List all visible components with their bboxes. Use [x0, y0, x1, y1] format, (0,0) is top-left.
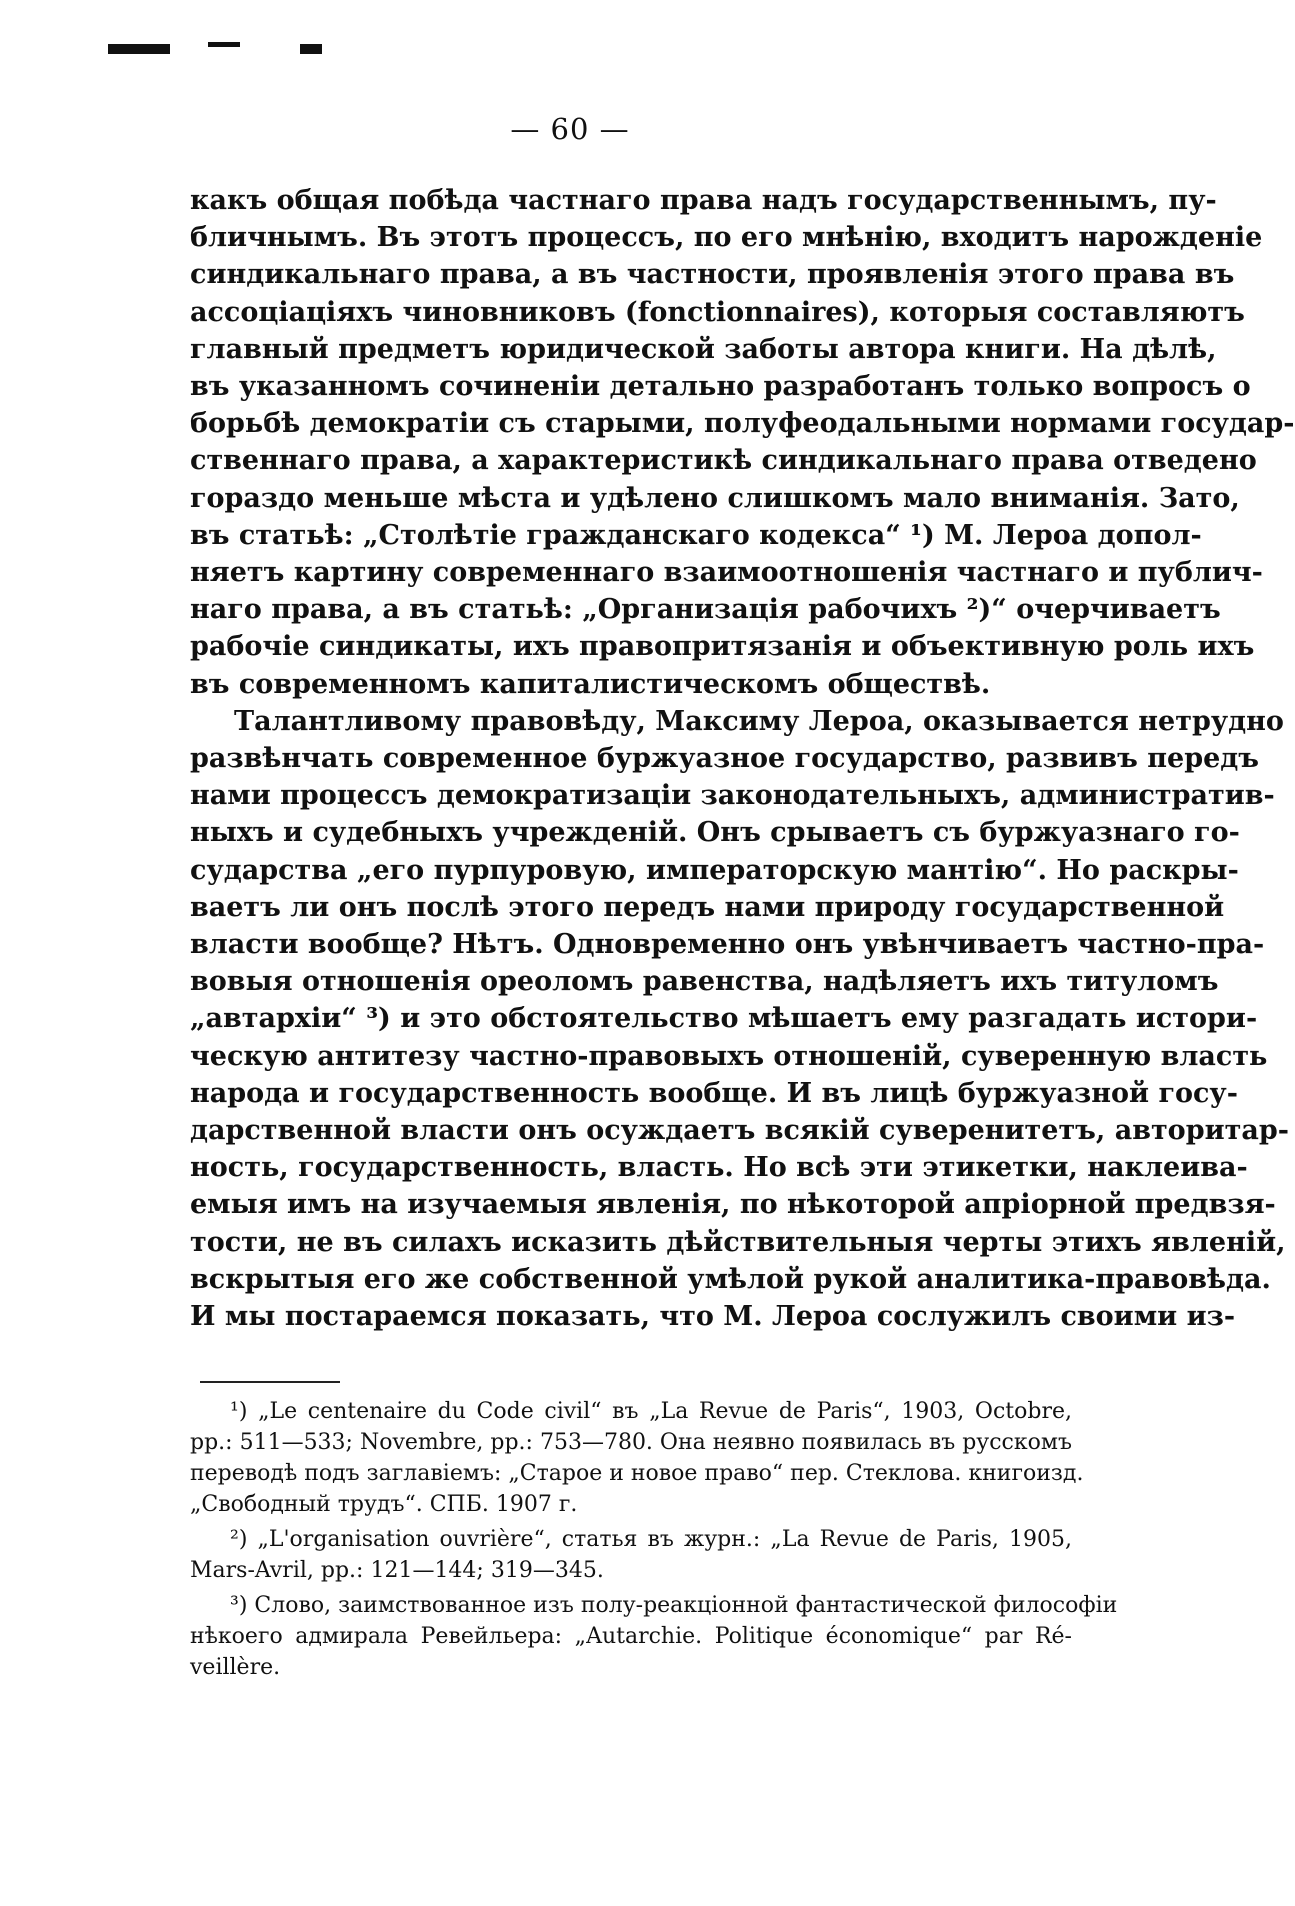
text-line: рабочіе синдикаты, ихъ правопритязанія и объективную роль ихъ [190, 631, 1255, 663]
footnote-line: ³) Слово, заимствованное изъ полу-реакціонной фантастической философіи [230, 1593, 1118, 1618]
text-line: развѣнчать современное буржуазное государство, развивъ передъ [190, 743, 1259, 775]
scan-mark [108, 44, 170, 54]
text-line: въ современномъ капиталистическомъ обществѣ. [190, 668, 991, 700]
text-line: Талантливому правовѣду, Максиму Лероа, оказывается нетрудно [234, 705, 1284, 737]
text-line: „автархіи“ ³) и это обстоятельство мѣшаетъ ему разгадать истори- [190, 1003, 1258, 1035]
text-line: въ указанномъ сочиненіи детально разработанъ только вопросъ о [190, 371, 1251, 403]
scan-mark [208, 42, 240, 47]
footnote-line: ¹) „Le centenaire du Code civil“ въ „La Revue de Paris“, 1903, Octobre, [230, 1399, 1072, 1424]
text-line: наго права, а въ статьѣ: „Организація рабочихъ ²)“ очерчиваетъ [190, 594, 1221, 626]
footnote-line: pp.: 511—533; Novembre, pp.: 753—780. Она неявно появилась въ русскомъ [190, 1430, 1072, 1455]
footnote-line: veillère. [190, 1655, 281, 1680]
text-line: ваетъ ли онъ послѣ этого передъ нами природу государственной [190, 891, 1225, 923]
text-line: ныхъ и судебныхъ учрежденій. Онъ срываетъ съ буржуазнаго го- [190, 817, 1240, 849]
footnote-3 [190, 1590, 1118, 1683]
text-line: емыя имъ на изучаемыя явленія, по нѣкоторой апріорной предвзя- [190, 1189, 1276, 1221]
text-line: главный предметъ юридической заботы автора книги. На дѣлѣ, [190, 333, 1217, 365]
text-line: ственнаго права, а характеристикѣ синдикальнаго права отведено [190, 445, 1257, 477]
text-line: ассоціаціяхъ чиновниковъ (fonctionnaires), которыя составляютъ [190, 296, 1245, 328]
text-line: синдикальнаго права, а въ частности, проявленія этого права въ [190, 259, 1235, 291]
text-line: нами процессъ демократизаціи законодательныхъ, административ- [190, 780, 1275, 812]
text-line: борьбѣ демократіи съ старыми, полуфеодальными нормами государ- [190, 408, 1295, 440]
footnote-divider [200, 1381, 340, 1383]
text-line: ческую антитезу частно-правовыхъ отношеній, суверенную власть [190, 1040, 1268, 1072]
scan-mark [300, 44, 322, 54]
footnote-line: Mars-Avril, pp.: 121—144; 319—345. [190, 1558, 604, 1583]
footnotes [190, 1396, 1118, 1687]
text-line: народа и государственность вообще. И въ лицѣ буржуазной госу- [190, 1077, 1238, 1109]
footnote-1 [190, 1396, 1084, 1520]
footnote-line: нѣкоего адмирала Ревейльера: „Autarchie. Politique économique“ par Ré- [190, 1624, 1072, 1649]
paragraph-2 [190, 703, 1289, 1335]
paragraph-1 [190, 182, 1295, 703]
text-line: вовыя отношенія ореоломъ равенства, надѣляетъ ихъ титуломъ [190, 966, 1219, 998]
body-text [190, 182, 1295, 1335]
text-line: бличнымъ. Въ этотъ процессъ, по его мнѣнію, входитъ нарожденіе [190, 222, 1263, 254]
text-line: сударства „его пурпуровую, императорскую мантію“. Но раскры- [190, 854, 1239, 886]
footnote-line: „Свободный трудъ“. СПБ. 1907 г. [190, 1492, 578, 1517]
text-line: И мы постараемся показать, что М. Лероа сослужилъ своими из- [190, 1301, 1236, 1333]
text-line: гораздо меньше мѣста и удѣлено слишкомъ мало вниманія. Зато, [190, 482, 1240, 514]
text-line: вскрытыя его же собственной умѣлой рукой аналитика-правовѣда. [190, 1263, 1271, 1295]
text-line: ность, государственность, власть. Но всѣ эти этикетки, наклеива- [190, 1152, 1248, 1184]
footnote-2 [190, 1524, 1072, 1586]
text-line: власти вообще? Нѣтъ. Одновременно онъ увѣнчиваетъ частно-пра- [190, 929, 1265, 961]
footnote-line: ²) „L'organisation ouvrière“, статья въ журн.: „La Revue de Paris, 1905, [230, 1527, 1072, 1552]
text-line: тости, не въ силахъ исказить дѣйствительныя черты этихъ явленій, [190, 1226, 1286, 1258]
footnote-line: переводѣ подъ заглавіемъ: „Старое и новое право“ пер. Стеклова. книгоизд. [190, 1461, 1084, 1486]
text-line: няетъ картину современнаго взаимоотношенія частнаго и публич- [190, 557, 1263, 589]
page-number: — 60 — [510, 112, 630, 146]
text-line: въ статьѣ: „Столѣтіе гражданскаго кодекса“ ¹) М. Лероа допол- [190, 519, 1202, 551]
text-line: какъ общая побѣда частнаго права надъ государственнымъ, пу- [190, 185, 1217, 216]
text-line: дарственной власти онъ осуждаетъ всякій суверенитетъ, авторитар- [190, 1115, 1289, 1147]
